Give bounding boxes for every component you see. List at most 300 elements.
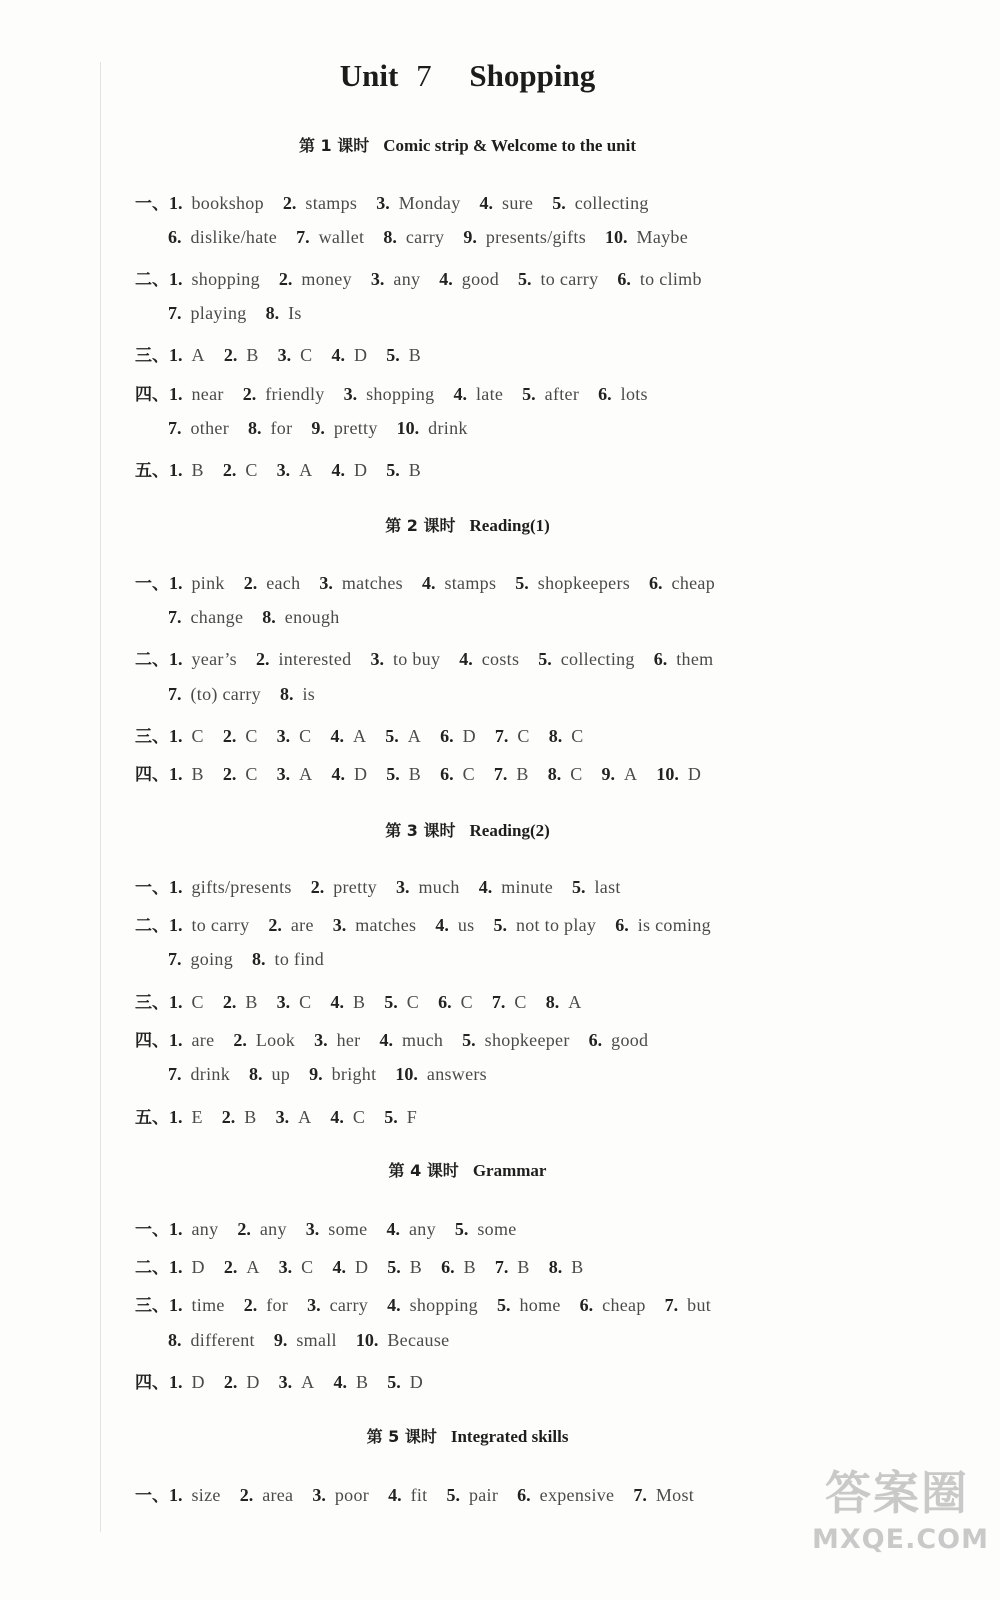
answer-item: [169, 460, 204, 480]
answer-number: 6.: [588, 1030, 603, 1050]
answer-text: C: [300, 345, 313, 365]
answer-text: B: [246, 345, 259, 365]
answer-text: C: [406, 992, 420, 1012]
answer-item: [296, 227, 364, 247]
answer-line: [168, 949, 343, 977]
answer-item: [314, 1030, 360, 1050]
answer-text: much: [418, 877, 460, 897]
answer-item: [386, 345, 421, 365]
answer-item: [552, 193, 648, 213]
answer-text: D: [353, 345, 368, 365]
answer-text: bookshop: [191, 193, 264, 213]
question-group-marker: 一、: [135, 878, 169, 898]
question-group-marker: 五、: [135, 1108, 169, 1128]
answer-item: [633, 1485, 694, 1505]
answer-line: [135, 988, 601, 1016]
answer-text: to buy: [392, 649, 441, 669]
answer-number: 8.: [383, 227, 397, 247]
lesson-label: 第 2 课时: [385, 516, 456, 535]
answer-text: B: [191, 460, 204, 480]
answer-text: shopkeepers: [537, 573, 631, 593]
answer-item: [309, 1064, 376, 1084]
answer-item: [280, 684, 315, 704]
question-group-marker: 四、: [135, 765, 169, 785]
answer-item: [455, 1219, 517, 1239]
answer-number: 2.: [221, 1107, 236, 1127]
answer-text: D: [687, 764, 702, 784]
answer-item: [169, 1372, 205, 1392]
answer-text: us: [457, 915, 475, 935]
answer-text: gifts/presents: [191, 877, 292, 897]
answer-item: [169, 915, 249, 935]
answer-text: interested: [278, 649, 352, 669]
answer-line: [135, 1291, 730, 1319]
answer-number: 5.: [446, 1485, 460, 1505]
answer-number: 1.: [169, 764, 183, 784]
answer-item: [549, 1257, 584, 1277]
answer-number: 2.: [223, 1372, 238, 1392]
answer-number: 3.: [307, 1295, 321, 1315]
question-group-marker: 二、: [135, 270, 169, 290]
answer-number: 3.: [276, 460, 291, 480]
answer-item: [459, 649, 519, 669]
answer-item: [371, 269, 420, 289]
answer-number: 5.: [518, 269, 532, 289]
answer-number: 4.: [435, 915, 449, 935]
answer-text: some: [477, 1219, 517, 1239]
answer-item: [518, 269, 598, 289]
answer-text: dislike/hate: [190, 227, 278, 247]
answer-number: 2.: [255, 649, 270, 669]
watermark-en: MXQE.COM: [812, 1524, 989, 1555]
answer-number: 2.: [243, 573, 258, 593]
answer-number: 3.: [305, 1219, 320, 1239]
answer-line: [135, 1481, 713, 1509]
answer-number: 4.: [330, 992, 344, 1012]
answer-text: B: [463, 1257, 476, 1277]
answer-text: fit: [410, 1485, 428, 1505]
answer-number: 9.: [463, 227, 477, 247]
answer-text: (to) carry: [190, 684, 261, 704]
answer-item: [522, 384, 579, 404]
answer-item: [168, 1064, 230, 1084]
answer-text: A: [191, 345, 205, 365]
answer-number: 8.: [548, 1257, 563, 1277]
answer-item: [168, 227, 277, 247]
answer-number: 6.: [517, 1485, 531, 1505]
answer-text: B: [516, 764, 529, 784]
answer-text: pretty: [333, 877, 377, 897]
answer-text: presents/gifts: [485, 227, 587, 247]
answer-text: carry: [329, 1295, 369, 1315]
answer-item: [277, 460, 313, 480]
answer-number: 7.: [494, 726, 509, 746]
answer-text: Most: [655, 1485, 695, 1505]
answer-line: [168, 227, 707, 255]
answer-number: 3.: [376, 193, 390, 213]
answer-number: 5.: [552, 193, 566, 213]
answer-number: 3.: [276, 764, 291, 784]
answer-item: [386, 764, 421, 784]
answer-item: [546, 992, 582, 1012]
question-group-marker: 三、: [135, 1296, 169, 1316]
answer-number: 6.: [438, 992, 452, 1012]
answer-number: 2.: [242, 384, 257, 404]
answer-item: [244, 1295, 288, 1315]
answer-text: B: [408, 345, 422, 365]
answer-number: 3.: [312, 1485, 326, 1505]
answer-text: C: [245, 764, 258, 784]
answer-item: [266, 303, 302, 323]
answer-text: home: [519, 1295, 561, 1315]
answer-number: 4.: [387, 1295, 401, 1315]
answer-number: 9.: [601, 764, 615, 784]
answer-item: [169, 1219, 218, 1239]
answer-number: 5.: [387, 1257, 401, 1277]
answer-text: D: [246, 1372, 260, 1392]
answer-line: [135, 911, 730, 939]
answer-item: [446, 1485, 498, 1505]
unit-title: Shopping: [469, 58, 596, 93]
lesson-label: 第 4 课时: [388, 1161, 459, 1180]
answer-text: matches: [355, 915, 417, 935]
answer-number: 4.: [421, 573, 436, 593]
section-title: Comic strip & Welcome to the unit: [383, 136, 637, 155]
answer-text: last: [594, 877, 621, 897]
answer-number: 1.: [169, 877, 183, 897]
answer-text: D: [191, 1372, 205, 1392]
answer-item: [589, 1030, 649, 1050]
answer-text: D: [354, 1257, 369, 1277]
answer-number: 6.: [440, 764, 454, 784]
answer-text: B: [408, 460, 422, 480]
answer-number: 3.: [314, 1030, 328, 1050]
answer-number: 4.: [331, 460, 345, 480]
unit-number: 7: [416, 58, 432, 93]
answer-number: 7.: [664, 1295, 679, 1315]
answer-text: are: [290, 915, 314, 935]
answer-text: different: [190, 1330, 255, 1350]
answer-text: C: [517, 726, 530, 746]
answer-item: [224, 1257, 260, 1277]
answer-item: [169, 1295, 225, 1315]
answer-number: 9.: [311, 418, 325, 438]
section-title: Reading(1): [469, 516, 550, 535]
answer-item: [279, 1372, 315, 1392]
answer-item: [441, 1257, 476, 1277]
answer-number: 6.: [579, 1295, 594, 1315]
answer-text: pair: [468, 1485, 499, 1505]
answer-item: [262, 607, 339, 627]
answer-number: 5.: [387, 1372, 401, 1392]
answer-text: D: [353, 460, 368, 480]
answer-number: 6.: [440, 726, 454, 746]
answer-item: [169, 649, 237, 669]
question-group-marker: 三、: [135, 727, 169, 747]
section-heading: [0, 513, 935, 536]
answer-number: 9.: [309, 1064, 323, 1084]
answer-text: A: [301, 1372, 315, 1392]
answer-text: A: [298, 1107, 312, 1127]
answer-text: change: [190, 607, 244, 627]
answer-item: [168, 684, 261, 704]
answer-text: money: [301, 269, 352, 289]
answer-number: 2.: [233, 1030, 247, 1050]
answer-item: [548, 764, 583, 784]
answer-item: [277, 992, 312, 1012]
answer-text: C: [301, 1257, 314, 1277]
answer-text: B: [571, 1257, 584, 1277]
answer-number: 8.: [247, 418, 262, 438]
answer-text: B: [408, 764, 422, 784]
answer-number: 10.: [355, 1330, 379, 1350]
answer-text: C: [191, 992, 204, 1012]
answer-number: 4.: [330, 1107, 344, 1127]
answer-line: [135, 873, 640, 901]
answer-item: [665, 1295, 711, 1315]
answer-text: C: [570, 764, 583, 784]
answer-text: them: [676, 649, 714, 669]
answer-item: [384, 992, 419, 1012]
answer-number: 6.: [441, 1257, 455, 1277]
answer-text: answers: [426, 1064, 487, 1084]
answer-text: shopkeeper: [484, 1030, 570, 1050]
answer-number: 8.: [279, 684, 294, 704]
answer-item: [277, 726, 312, 746]
answer-text: B: [244, 1107, 257, 1127]
answer-text: C: [299, 726, 312, 746]
answer-item: [307, 1295, 368, 1315]
answer-text: to find: [274, 949, 325, 969]
answer-text: Is: [288, 303, 302, 323]
answer-item: [277, 764, 313, 784]
answer-text: F: [406, 1107, 418, 1127]
answer-item: [223, 726, 258, 746]
answer-item: [319, 573, 403, 593]
answer-number: 5.: [384, 992, 398, 1012]
answer-number: 10.: [605, 227, 628, 247]
answer-number: 4.: [479, 193, 494, 213]
answer-number: 6.: [615, 915, 629, 935]
answer-line: [168, 1330, 468, 1358]
answer-item: [440, 764, 475, 784]
answer-number: 4.: [332, 1257, 346, 1277]
answer-number: 2.: [278, 269, 293, 289]
answer-number: 1.: [169, 1030, 183, 1050]
answer-number: 4.: [386, 1219, 400, 1239]
answer-text: cheap: [671, 573, 716, 593]
answer-text: lots: [620, 384, 648, 404]
answer-number: 7.: [633, 1485, 647, 1505]
answer-item: [268, 915, 313, 935]
answer-number: 2.: [222, 726, 237, 746]
answer-text: playing: [190, 303, 247, 323]
answer-number: 5.: [462, 1030, 476, 1050]
answer-number: 3.: [370, 649, 384, 669]
answer-item: [168, 1330, 255, 1350]
answer-number: 10.: [396, 418, 420, 438]
answer-text: is coming: [637, 915, 711, 935]
answer-item: [376, 193, 460, 213]
answer-text: for: [266, 1295, 289, 1315]
answer-item: [387, 1257, 422, 1277]
answer-item: [223, 764, 258, 784]
section-title: Integrated skills: [450, 1427, 569, 1446]
answer-item: [169, 1030, 214, 1050]
answer-text: D: [191, 1257, 205, 1277]
answer-number: 7.: [168, 684, 182, 704]
answer-text: shopping: [409, 1295, 478, 1315]
answer-item: [388, 1485, 427, 1505]
answer-line: [168, 1064, 506, 1092]
answer-number: 3.: [276, 992, 291, 1012]
answer-number: 7.: [168, 949, 182, 969]
answer-number: 6.: [617, 269, 631, 289]
answer-text: C: [245, 460, 258, 480]
answer-item: [615, 915, 711, 935]
answer-number: 4.: [331, 345, 345, 365]
answer-item: [387, 1372, 423, 1392]
answer-item: [233, 1030, 295, 1050]
answer-text: for: [270, 418, 293, 438]
answer-item: [330, 1107, 365, 1127]
answer-item: [649, 573, 715, 593]
answer-number: 2.: [268, 915, 282, 935]
answer-item: [169, 877, 292, 897]
answer-number: 9.: [273, 1330, 288, 1350]
answer-number: 4.: [478, 877, 493, 897]
answer-text: Look: [255, 1030, 296, 1050]
answer-number: 7.: [296, 227, 310, 247]
section-title: Reading(2): [469, 821, 550, 840]
answer-number: 2.: [237, 1219, 251, 1239]
answer-text: good: [611, 1030, 649, 1050]
answer-number: 1.: [169, 1372, 183, 1392]
answer-item: [494, 764, 529, 784]
answer-number: 1.: [169, 649, 183, 669]
answer-item: [395, 1064, 487, 1084]
answer-number: 1.: [169, 1219, 183, 1239]
answer-item: [240, 1485, 294, 1505]
site-watermark: [812, 1462, 989, 1592]
answer-item: [605, 227, 688, 247]
answer-number: 2.: [222, 764, 237, 784]
answer-number: 3.: [276, 726, 291, 746]
answer-item: [383, 227, 444, 247]
answer-item: [549, 726, 584, 746]
answer-item: [332, 1257, 368, 1277]
answer-item: [169, 345, 205, 365]
answer-item: [463, 227, 586, 247]
answer-text: area: [262, 1485, 294, 1505]
answer-item: [330, 992, 365, 1012]
answer-number: 3.: [332, 915, 347, 935]
answer-number: 5.: [522, 384, 536, 404]
answer-item: [493, 915, 596, 935]
answer-number: 7.: [493, 764, 508, 784]
answer-number: 2.: [243, 1295, 258, 1315]
question-group-marker: 五、: [135, 461, 169, 481]
answer-text: any: [191, 1219, 219, 1239]
answer-line: [135, 189, 668, 217]
answer-item: [479, 877, 553, 897]
answer-number: 1.: [169, 460, 183, 480]
answer-number: 1.: [169, 573, 183, 593]
answer-text: collecting: [574, 193, 649, 213]
answer-text: pink: [191, 573, 225, 593]
answer-line: [135, 1026, 667, 1054]
answer-item: [495, 726, 530, 746]
answer-item: [435, 915, 474, 935]
answer-item: [168, 418, 229, 438]
answer-number: 8.: [547, 764, 562, 784]
answer-number: 5.: [454, 1219, 469, 1239]
answer-number: 1.: [169, 1107, 183, 1127]
answer-text: any: [259, 1219, 287, 1239]
answer-text: to carry: [540, 269, 599, 289]
answer-text: C: [460, 992, 473, 1012]
answer-number: 5.: [386, 764, 400, 784]
answer-item: [222, 1107, 257, 1127]
answer-number: 8.: [249, 1064, 263, 1084]
answer-item: [279, 1257, 314, 1277]
answer-number: 1.: [169, 726, 183, 746]
answer-number: 5.: [386, 460, 400, 480]
answer-number: 7.: [168, 607, 182, 627]
answer-text: B: [409, 1257, 423, 1277]
answer-text: is: [302, 684, 316, 704]
question-group-marker: 三、: [135, 346, 169, 366]
answer-line: [135, 569, 734, 597]
page-title: [0, 58, 935, 94]
answer-item: [386, 460, 421, 480]
answer-number: 1.: [169, 1295, 183, 1315]
answer-text: to climb: [639, 269, 702, 289]
answer-item: [602, 764, 638, 784]
answer-text: Maybe: [636, 227, 688, 247]
answer-item: [223, 460, 258, 480]
answer-number: 6.: [653, 649, 668, 669]
answer-item: [387, 1295, 478, 1315]
answer-number: 7.: [168, 1064, 182, 1084]
answer-item: [248, 418, 292, 438]
answer-item: [356, 1330, 450, 1350]
answer-item: [386, 1219, 435, 1239]
answer-item: [654, 649, 714, 669]
lesson-label: 第 1 课时: [298, 136, 370, 155]
answer-text: B: [352, 992, 366, 1012]
answer-item: [333, 915, 417, 935]
answer-item: [384, 1107, 417, 1127]
answer-line: [135, 1368, 442, 1396]
answer-text: A: [407, 726, 422, 746]
answer-text: E: [191, 1107, 203, 1127]
question-group-marker: 二、: [135, 650, 169, 670]
question-group-marker: 一、: [135, 1220, 169, 1240]
section-heading: [0, 133, 935, 156]
answer-text: shopping: [366, 384, 435, 404]
answer-item: [617, 269, 701, 289]
answer-number: 4.: [379, 1030, 393, 1050]
answer-text: costs: [481, 649, 520, 669]
answer-number: 8.: [548, 726, 563, 746]
answer-item: [169, 1107, 203, 1127]
answer-number: 4.: [459, 649, 473, 669]
answer-number: 1.: [169, 1485, 183, 1505]
answer-text: C: [299, 992, 312, 1012]
answer-text: expensive: [539, 1485, 615, 1505]
question-group-marker: 四、: [135, 1373, 169, 1393]
